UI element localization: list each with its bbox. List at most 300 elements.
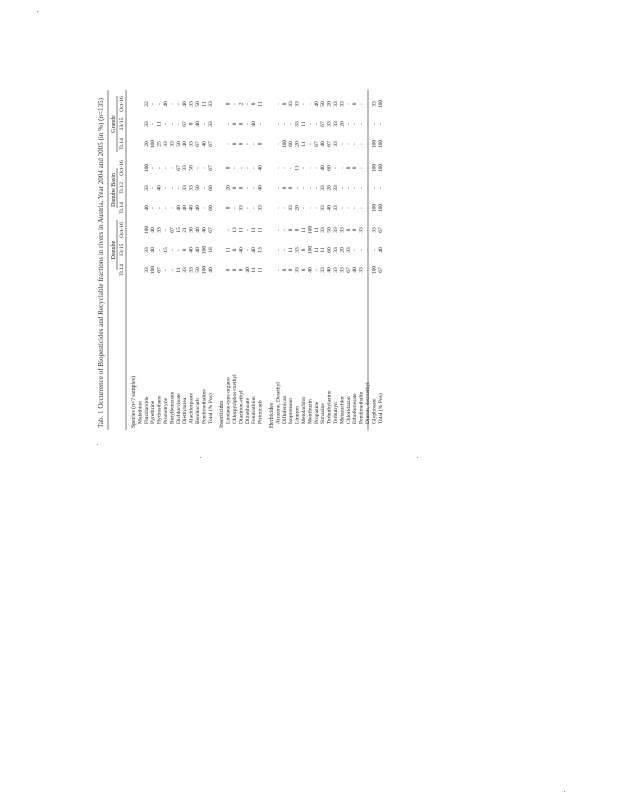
table-cell: - <box>201 187 208 189</box>
table-cell: 40 <box>313 101 320 107</box>
table-cell: - <box>156 167 163 169</box>
column-header: 13/15 <box>119 117 125 131</box>
table-row <box>150 103 156 424</box>
table-cell: - <box>288 123 295 125</box>
table-cell: 33 <box>320 267 327 273</box>
table-cell: 33 <box>207 101 214 107</box>
table-cell: 8 <box>281 186 288 190</box>
column-header: Oct-16 <box>119 160 125 176</box>
table-cell: 40 <box>326 205 333 211</box>
table-cell: - <box>339 167 346 169</box>
table-cell: 33 <box>163 141 169 147</box>
table-cell: - <box>339 207 346 209</box>
table-cell: - <box>352 187 359 189</box>
row-label: Diflufenican <box>281 395 288 424</box>
table-cell: - <box>352 249 359 251</box>
table-cell: - <box>244 123 251 125</box>
table-row <box>232 103 238 424</box>
table-cell: 33 <box>188 101 195 107</box>
row-label: Metolachlor <box>301 396 307 424</box>
table-cell: 22 <box>143 101 150 107</box>
table-cell: 13 <box>232 227 238 233</box>
table-row <box>258 101 264 424</box>
table-cell: - <box>301 103 307 105</box>
table-cell: - <box>275 249 282 251</box>
table-cell: 40 <box>257 185 264 191</box>
row-label: Dimethoate <box>244 397 251 424</box>
table-cell: - <box>175 187 182 189</box>
table-cell: - <box>195 167 201 169</box>
table-cell: 33 <box>339 101 346 107</box>
data-table <box>97 90 384 430</box>
table-cell: - <box>307 207 314 209</box>
table-cell: 8 <box>301 248 307 252</box>
table-cell: - <box>232 103 238 105</box>
table-cell: 33 <box>333 101 339 107</box>
table-cell: 40 <box>257 165 264 171</box>
row-label: Atrazine, Desethyl <box>275 382 282 424</box>
table-cell: 11 <box>251 267 258 273</box>
table-cell: - <box>333 167 339 169</box>
section-heading: Herbicides <box>269 402 275 428</box>
table-cell: 8 <box>225 268 232 272</box>
table-cell: 67 <box>175 165 182 171</box>
table-cell: - <box>358 167 365 169</box>
table-cell: 11 <box>175 267 182 273</box>
table-cell: 67 <box>169 227 176 233</box>
table-cell: - <box>307 103 314 105</box>
row-label: Total (% Pos) <box>377 393 384 424</box>
table-cell: 33 <box>371 101 378 107</box>
group-header: Grande <box>111 115 117 133</box>
table-cell: 33 <box>326 121 333 127</box>
table-cell: - <box>313 207 320 209</box>
table-cell: - <box>313 187 320 189</box>
table-cell: 8 <box>257 142 264 146</box>
table-cell: 33 <box>358 267 365 273</box>
table-row <box>163 101 169 424</box>
table-cell: - <box>201 207 208 209</box>
table-cell: 8 <box>225 102 232 106</box>
table-cell: 30 <box>188 227 195 233</box>
table-cell: 67 <box>320 121 327 127</box>
table-row <box>226 102 232 424</box>
table-cell: - <box>281 123 288 125</box>
table-cell: 13 <box>257 247 264 253</box>
table-row <box>307 103 313 424</box>
table-cell: 8 <box>281 102 288 106</box>
section-heading: Insecticides <box>219 400 226 428</box>
column-header: Oct-16 <box>119 222 125 238</box>
table-cell: 60 <box>207 185 214 191</box>
table-cell: 33 <box>333 185 339 191</box>
table-cell: 33 <box>320 205 327 211</box>
table-cell: 8 <box>352 166 359 170</box>
table-cell: - <box>244 187 251 189</box>
table-cell: 8 <box>225 206 232 210</box>
table-cell: - <box>358 123 365 125</box>
table-cell: - <box>339 143 346 145</box>
table-cell: - <box>244 103 251 105</box>
table-cell: 40 <box>188 205 195 211</box>
table-cell: - <box>371 123 378 125</box>
table-cell: 67 <box>207 165 214 171</box>
table-cell: 8 <box>288 186 295 190</box>
row-label: Fenitrothion <box>251 396 258 424</box>
table-cell: 18 <box>207 247 214 253</box>
table-row <box>137 401 143 424</box>
table-row <box>377 100 384 424</box>
table-row <box>201 101 207 424</box>
column-header: 13/15 <box>119 243 125 257</box>
table-cell: - <box>244 229 251 231</box>
table-cell: - <box>150 123 157 125</box>
table-cell: 33 <box>333 141 339 147</box>
table-cell: - <box>150 103 157 105</box>
table-cell: - <box>352 143 359 145</box>
table-cell: 100 <box>377 203 384 213</box>
table-cell: - <box>275 143 282 145</box>
table-cell: 100 <box>371 265 378 275</box>
table-cell: 8 <box>288 268 295 272</box>
table-cell: 40 <box>251 247 258 253</box>
table-cell: 33 <box>333 205 339 211</box>
table-row <box>359 103 365 424</box>
table-cell: - <box>156 207 163 209</box>
table-cell: 40 <box>352 267 359 273</box>
table-cell: - <box>163 123 169 125</box>
table-row <box>157 103 163 424</box>
table-cell: - <box>307 187 314 189</box>
table-cell: 33 <box>188 185 195 191</box>
table-cell: 11 <box>294 165 301 171</box>
table-cell: 33 <box>294 247 301 253</box>
table-cell: - <box>244 207 251 209</box>
table-cell: 20 <box>294 141 301 147</box>
table-cell: 33 <box>333 227 339 233</box>
table-cell: 11 <box>313 227 320 233</box>
table-cell: 100 <box>281 139 288 149</box>
table-cell: 100 <box>201 245 208 255</box>
table-cell: 20 <box>143 141 150 147</box>
table-cell: - <box>156 249 163 251</box>
table-row <box>189 101 195 424</box>
row-label: Lindane-type organo <box>225 377 232 424</box>
table-cell: 33 <box>207 121 214 127</box>
table-cell: - <box>345 143 352 145</box>
row-label: Metazachlor <box>339 396 346 424</box>
table-cell: 60 <box>326 165 333 171</box>
table-row <box>275 103 281 424</box>
table-cell: 100 <box>201 265 208 275</box>
table-cell: 40 <box>244 267 251 273</box>
table-cell: 8 <box>188 122 195 126</box>
table-cell: - <box>244 167 251 169</box>
section-heading: Species (n=? samples) <box>131 376 137 428</box>
row-label: Terbuthylazine <box>326 390 333 424</box>
table-cell: 40 <box>320 141 327 147</box>
table-cell: 8 <box>238 142 245 146</box>
table-row <box>169 103 175 424</box>
table-row <box>195 101 201 424</box>
table-cell: 33 <box>320 227 327 233</box>
table-cell: - <box>358 143 365 145</box>
table-cell: 8 <box>288 228 295 232</box>
table-cell: 33 <box>182 185 189 191</box>
row-label: Total (% Pos) <box>207 393 214 424</box>
table-cell: 33 <box>371 227 378 233</box>
table-cell: - <box>275 103 282 105</box>
table-cell: - <box>169 103 176 105</box>
table-cell: 50 <box>320 101 327 107</box>
table-cell: - <box>307 167 314 169</box>
row-label: Dichlorvinate <box>175 393 182 424</box>
table-cell: 11 <box>156 121 163 127</box>
column-header: Oct-16 <box>119 96 125 112</box>
table-cell: 11 <box>225 247 232 253</box>
table-cell: - <box>281 249 288 251</box>
table-cell: 8 <box>238 122 245 126</box>
table-cell: - <box>201 123 208 125</box>
table-cell: 20 <box>339 121 346 127</box>
table-cell: 100 <box>307 245 314 255</box>
table-cell: 40 <box>182 205 189 211</box>
table-row <box>327 101 333 424</box>
table-cell: - <box>275 207 282 209</box>
row-label: Simazine <box>320 403 327 424</box>
table-cell: 8 <box>251 102 258 106</box>
row-label: Alachlorpaste <box>188 392 195 424</box>
group-header: Danube <box>111 240 117 260</box>
table-cell: 33 <box>333 247 339 253</box>
scan-speck <box>37 11 38 12</box>
table-cell: - <box>275 167 282 169</box>
row-label: Chlorpyriphos-methyl <box>232 374 238 424</box>
table-row <box>295 101 301 424</box>
table-cell: - <box>175 123 182 125</box>
table-cell: - <box>232 207 238 209</box>
scan-speck <box>417 457 418 458</box>
table-cell: 100 <box>143 225 150 235</box>
table-cell: 11 <box>257 101 264 107</box>
row-label: Hydrosthane <box>156 395 163 424</box>
table-cell: - <box>169 123 176 125</box>
table-cell: - <box>225 229 232 231</box>
table-cell: 40 <box>238 247 245 253</box>
table-cell: 8 <box>281 268 288 272</box>
table-cell: 8 <box>238 268 245 272</box>
table-cell: 40 <box>195 247 201 253</box>
table-cell: - <box>345 187 352 189</box>
table-cell: 11 <box>257 227 264 233</box>
table-cell: - <box>251 207 258 209</box>
table-cell: 33 <box>182 165 189 171</box>
table-cell: 40 <box>195 121 201 127</box>
table-cell: 67 <box>195 141 201 147</box>
table-cell: - <box>251 187 258 189</box>
table-cell: 40 <box>175 205 182 211</box>
table-cell: - <box>175 103 182 105</box>
row-label: Linuron <box>294 405 301 424</box>
table-cell: - <box>201 167 208 169</box>
table-cell: - <box>301 207 307 209</box>
table-cell: 8 <box>345 228 352 232</box>
table-row <box>301 103 307 424</box>
table-cell: 33 <box>257 205 264 211</box>
table-cell: - <box>313 167 320 169</box>
table-cell: 40 <box>207 267 214 273</box>
table-cell: - <box>169 187 176 189</box>
table-cell: 40 <box>201 141 208 147</box>
table-cell: - <box>238 167 245 169</box>
table-cell: 67 <box>313 141 320 147</box>
table-cell: - <box>225 143 232 145</box>
table-row <box>207 101 214 424</box>
table-cell: - <box>275 123 282 125</box>
row-label: Prometryne <box>163 397 169 424</box>
table-cell: 100 <box>377 139 384 149</box>
table-cell: 20 <box>339 247 346 253</box>
table-cell: - <box>232 167 238 169</box>
table-cell: 8 <box>352 228 359 232</box>
table-cell: 40 <box>320 165 327 171</box>
table-cell: - <box>281 207 288 209</box>
table-title: Tab. 1 Occurrence of Biopesticides and Recyclable fractions in rivers in Austria, Year 2004 and 2005 (in %) (n=135) <box>97 92 105 428</box>
table-cell: - <box>358 207 365 209</box>
table-cell: 33 <box>294 121 301 127</box>
table-cell: 8 <box>301 268 307 272</box>
table-cell: 11 <box>238 227 245 233</box>
table-cell: 100 <box>150 139 157 149</box>
table-cell: 100 <box>371 203 378 213</box>
table-cell: 8 <box>345 166 352 170</box>
table-cell: 40 <box>251 121 258 127</box>
table-cell: 33 <box>188 141 195 147</box>
table-cell: - <box>175 249 182 251</box>
table-cell: - <box>251 167 258 169</box>
table-cell: - <box>244 249 251 251</box>
table-cell: - <box>358 187 365 189</box>
table-cell: - <box>163 167 169 169</box>
table-cell: 33 <box>188 267 195 273</box>
table-cell: 33 <box>320 185 327 191</box>
table-cell: 50 <box>195 267 201 273</box>
column-header: Tr.14 <box>119 138 125 150</box>
table-cell: - <box>352 123 359 125</box>
table-cell: - <box>294 187 301 189</box>
table-cell: 8 <box>352 102 359 106</box>
table-cell: 11 <box>257 267 264 273</box>
table-cell: - <box>307 143 314 145</box>
column-header: Tr.14 <box>119 264 125 276</box>
table-cell: 40 <box>188 247 195 253</box>
table-cell: - <box>244 143 251 145</box>
table-cell: 8 <box>232 122 238 126</box>
table-cell: 33 <box>288 205 295 211</box>
table-cell: - <box>313 269 320 271</box>
table-cell: - <box>257 123 264 125</box>
table-cell: 33 <box>339 267 346 273</box>
row-label: Glyphosate <box>371 398 378 424</box>
table-cell: 100 <box>377 163 384 173</box>
table-cell: 100 <box>371 139 378 149</box>
table-row <box>333 101 339 424</box>
table-cell: - <box>163 269 169 271</box>
table-cell: 8 <box>225 166 232 170</box>
row-label: Ethofumesate <box>352 393 359 424</box>
table-row <box>245 103 251 424</box>
table-cell: 100 <box>377 99 384 109</box>
table-cell: 21 <box>182 227 189 233</box>
table-cell: - <box>150 207 157 209</box>
table-cell: 33 <box>238 205 245 211</box>
table-cell: 33 <box>294 267 301 273</box>
table-cell: - <box>345 207 352 209</box>
table-row <box>176 103 182 424</box>
table-cell: 15 <box>175 227 182 233</box>
table-cell: 11 <box>288 247 295 253</box>
row-label: Malathion <box>137 401 144 424</box>
table-cell: 40 <box>182 101 189 107</box>
scan-speck <box>97 444 98 445</box>
table-cell: 20 <box>326 185 333 191</box>
table-cell: 40 <box>163 101 169 107</box>
table-cell: - <box>345 103 352 105</box>
table-cell: 33 <box>182 267 189 273</box>
row-label: Pyrethrine <box>150 400 157 424</box>
table-cell: 67 <box>377 227 384 233</box>
table-cell: 2 <box>238 102 245 106</box>
table-cell: 67 <box>182 121 189 127</box>
table-cell: 33 <box>143 267 150 273</box>
table-cell: 33 <box>339 227 346 233</box>
table-row <box>144 101 150 424</box>
table-cell: 8 <box>232 186 238 190</box>
table-cell: 67 <box>377 267 384 273</box>
table-body <box>130 100 384 428</box>
column-header: Tr.14 <box>119 202 125 214</box>
table-row <box>288 101 294 424</box>
row-label: Propazine <box>313 401 320 424</box>
table-cell: - <box>358 249 365 251</box>
table-cell: - <box>163 229 169 231</box>
table-cell: - <box>169 249 176 251</box>
table-cell: - <box>281 167 288 169</box>
table-cell: 33 <box>333 121 339 127</box>
table-cell: 40 <box>182 141 189 147</box>
row-label: Fluridamide <box>143 396 150 424</box>
table-cell: - <box>339 187 346 189</box>
table-cell: 11 <box>301 121 307 127</box>
table-cell: 33 <box>156 227 163 233</box>
table-cell: 20 <box>326 101 333 107</box>
table-cell: - <box>275 229 282 231</box>
table-cell: 40 <box>195 227 201 233</box>
table-cell: 11 <box>320 247 327 253</box>
group-header: Danube Basin <box>111 173 117 207</box>
table-cell: - <box>313 123 320 125</box>
table-cell: 100 <box>150 265 157 275</box>
row-label: Pendimethaline <box>201 389 208 424</box>
table-cell: 11 <box>301 141 307 147</box>
column-headers <box>119 96 125 276</box>
table-cell: 67 <box>326 141 333 147</box>
table-cell: - <box>301 187 307 189</box>
table-cell: - <box>281 229 288 231</box>
table-cell: 20 <box>294 205 301 211</box>
row-label: Isoproturon <box>288 397 295 424</box>
table-cell: 8 <box>238 186 245 190</box>
